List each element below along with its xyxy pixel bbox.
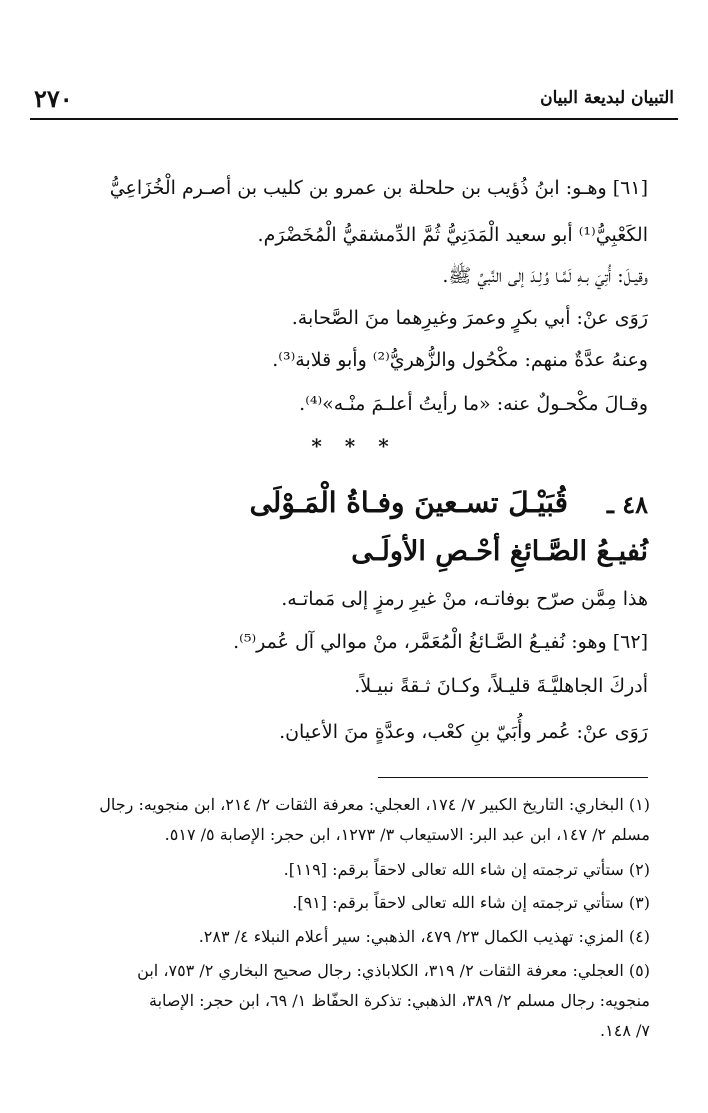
footnote-line: ٧/ ١٤٨. (600, 1021, 650, 1040)
body-line: رَوَى عنْ: عُمر وأُبَيّ بنِ كعْب، وعدَّةٍ منَ الأعيان. (279, 721, 648, 743)
body-line: [٦١] وهـو: ابنُ ذُؤيب بن حلحلة بن عمرو بن كليب بن أصـرم الْخُزَاعِيُّ (109, 177, 648, 199)
body-line: أدركَ الجاهليَّـةَ قليـلاً، وكـانَ ثـقةً نبيـلاً. (354, 675, 648, 697)
footnote-line: مسلم ٢/ ١٤٧، ابن عبد البر: الاستيعاب ٣/ ١٢٧٣، ابن حجر: الإصابة ٥/ ٥١٧. (164, 825, 650, 844)
footnote-line: (٢) ستأتي ترجمته إن شاء الله تعالى لاحقاً برقم: [١١٩]. (283, 860, 650, 879)
section-heading (60, 486, 648, 534)
body-line: [٦٢] وهو: نُفيـعُ الصَّـائغُ الْمُعَمَّر، منْ موالي آل عُمر⁽⁵⁾. (233, 631, 648, 653)
section-subtitle: نُفيـعُ الصَّـائغِ أحْـصِ الأولَـى (351, 536, 648, 567)
footnote-line: (١) البخاري: التاريخ الكبير ٧/ ١٧٤، العجلي: معرفة الثقات ٢/ ٢١٤، ابن منجويه: رجال (99, 795, 650, 814)
body-line: رَوَى عنْ: أبي بكرٍ وعمرَ وغيرِهما منَ الصَّحابة. (291, 307, 648, 329)
body-line: وعنهُ عدَّةٌ منهم: مكْحُول والزُّهريُّ⁽²⁾ وأبو قلابة⁽³⁾. (272, 349, 648, 371)
body-line: الكَعْبِيُّ⁽¹⁾ أبو سعيد الْمَدَنِيُّ ثُمَّ الدِّمشقيُّ الْمُخَضْرَم. (257, 224, 648, 246)
section-title: قُبَيْـلَ تسـعينَ وفـاةُ الْمَـوْلَى (249, 486, 568, 519)
section-number: ٤٨ ـ (606, 490, 648, 519)
footnote-divider (378, 777, 648, 778)
running-title: التبيان لبديعة البيان (540, 88, 674, 108)
footnote-line: منجويه: رجال مسلم ٢/ ٣٨٩، الذهبي: تذكرة الحفّاظ ١/ ٦٩، ابن حجر: الإصابة (148, 991, 650, 1010)
page-header (30, 82, 678, 120)
footnote-line: (٣) ستأتي ترجمته إن شاء الله تعالى لاحقاً برقم: [٩١]. (292, 893, 650, 912)
body-line: وقيـلَ: أُتِيَ بـهِ لَمَّـا وُلِـدَ إلى النَّبيِّ ﷺ. (442, 265, 648, 287)
body-line: هذا مِمَّن صرّح بوفاتـه، منْ غيرِ رمزٍ إلى مَماتـه. (281, 588, 648, 610)
page-number: ٢٧٠ (34, 84, 73, 113)
footnote-line: (٥) العجلي: معرفة الثقات ٢/ ٣١٩، الكلاباذي: رجال صحيح البخاري ٢/ ٧٥٣، ابن (137, 961, 650, 980)
footnote-line: (٤) المزي: تهذيب الكمال ٢٣/ ٤٧٩، الذهبي: سير أعلام النبلاء ٤/ ٢٨٣. (198, 927, 650, 946)
body-line: وقـالَ مكْحـولٌ عنه: «ما رأيتُ أعلـمَ منْـه»⁽⁴⁾. (299, 393, 648, 415)
section-separator: * * * (311, 434, 397, 458)
